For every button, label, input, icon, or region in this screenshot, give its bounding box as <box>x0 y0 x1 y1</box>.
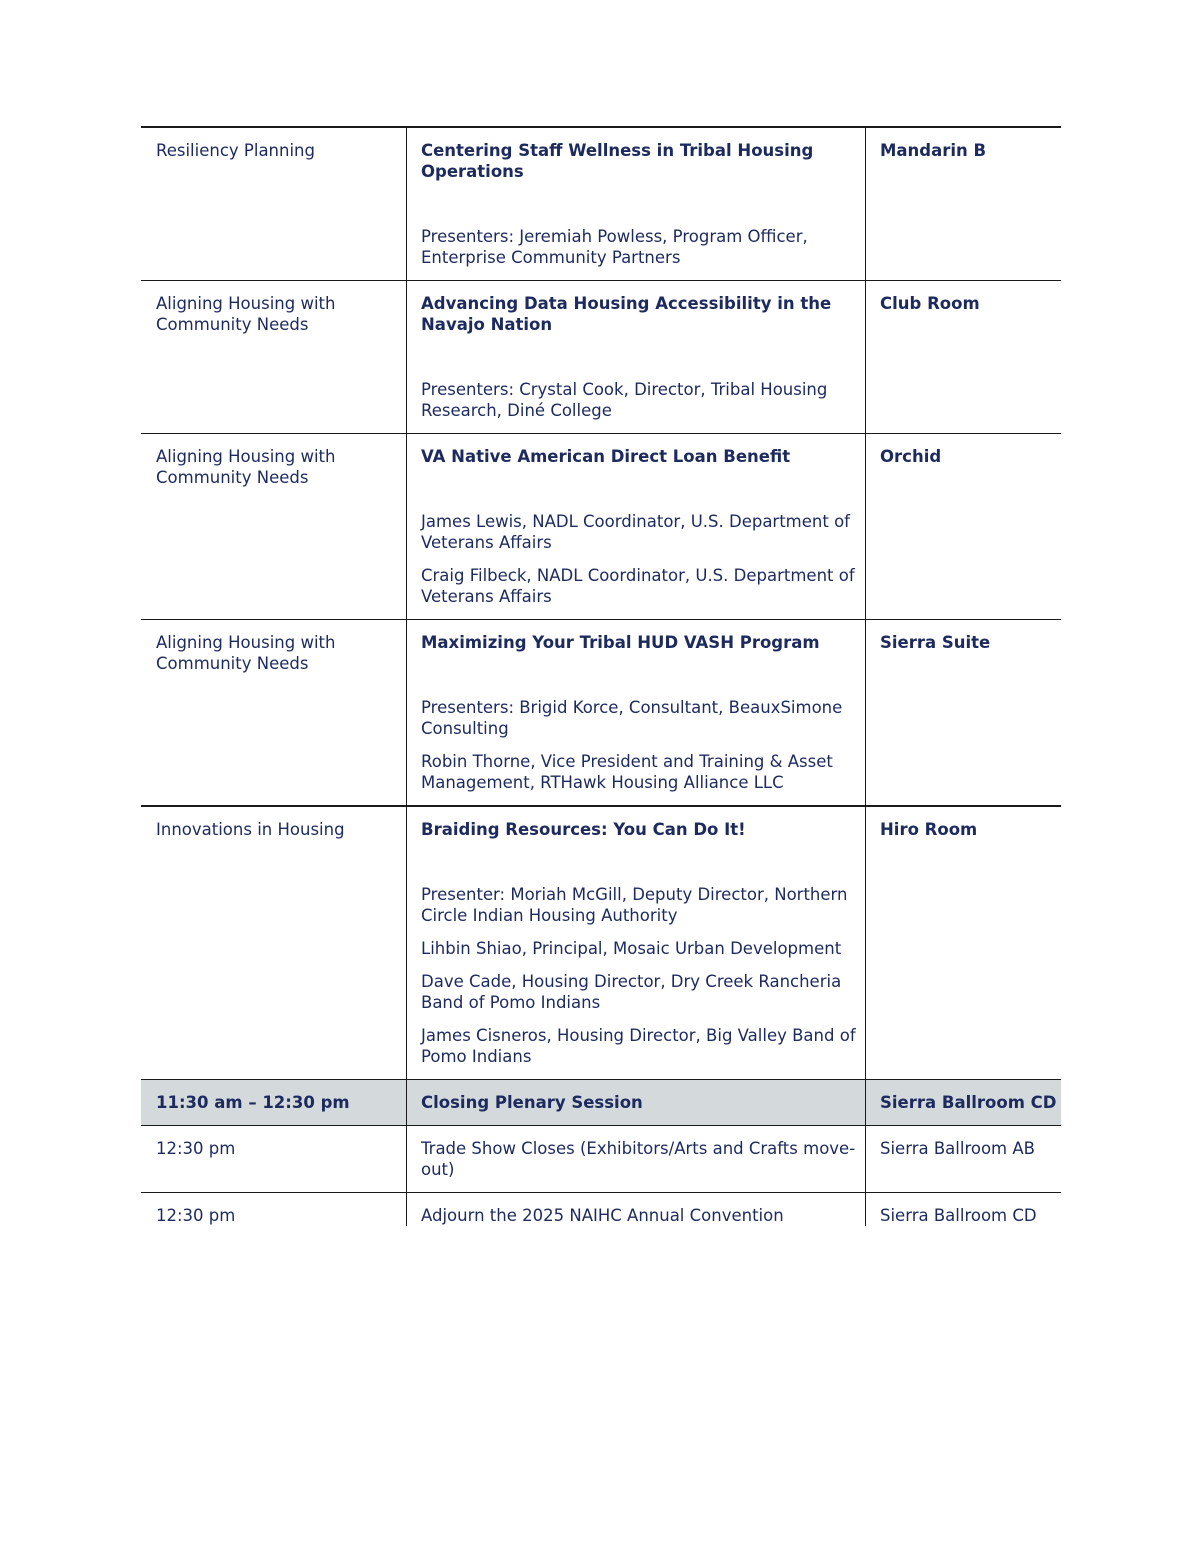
tradeshow-time: 12:30 pm <box>141 1126 407 1192</box>
session-details <box>407 807 866 1079</box>
session-title: Maximizing Your Tribal HUD VASH Program <box>421 633 820 652</box>
session-presenter: James Lewis, NADL Coordinator, U.S. Department of Veterans Affairs <box>421 512 850 552</box>
session-presenter: Lihbin Shiao, Principal, Mosaic Urban Development <box>421 939 842 958</box>
closing-plenary-row <box>141 1080 1061 1126</box>
session-row <box>141 281 1061 434</box>
session-title: Centering Staff Wellness in Tribal Housing Operations <box>421 141 814 181</box>
session-presenter: Presenter: Moriah McGill, Deputy Director, Northern Circle Indian Housing Authority <box>421 885 848 925</box>
session-presenter: Craig Filbeck, NADL Coordinator, U.S. Department of Veterans Affairs <box>421 566 855 606</box>
session-title: VA Native American Direct Loan Benefit <box>421 447 791 466</box>
session-track: Resiliency Planning <box>141 128 407 280</box>
session-details <box>407 620 866 805</box>
session-room: Hiro Room <box>880 820 978 839</box>
closing-title: Closing Plenary Session <box>407 1080 866 1125</box>
session-presenter: Dave Cade, Housing Director, Dry Creek Rancheria Band of Pomo Indians <box>421 972 842 1012</box>
session-track: Aligning Housing with Community Needs <box>141 434 407 619</box>
session-title: Advancing Data Housing Accessibility in the Navajo Nation <box>421 294 832 334</box>
adjourn-title: Adjourn the 2025 NAIHC Annual Convention <box>407 1193 866 1226</box>
adjourn-time: 12:30 pm <box>141 1193 407 1226</box>
tradeshow-room: Sierra Ballroom AB <box>880 1139 1035 1158</box>
session-row <box>141 807 1061 1080</box>
session-room: Orchid <box>880 447 942 466</box>
session-row <box>141 434 1061 620</box>
session-room: Mandarin B <box>880 141 987 160</box>
session-presenter: Presenters: Crystal Cook, Director, Tribal Housing Research, Diné College <box>421 380 828 420</box>
schedule-table <box>141 126 1061 1226</box>
session-track: Aligning Housing with Community Needs <box>141 281 407 433</box>
tradeshow-row <box>141 1126 1061 1193</box>
adjourn-row <box>141 1193 1061 1226</box>
session-track: Innovations in Housing <box>141 807 407 1079</box>
session-track: Aligning Housing with Community Needs <box>141 620 407 805</box>
session-row <box>141 620 1061 807</box>
tradeshow-title: Trade Show Closes (Exhibitors/Arts and Crafts move-out) <box>407 1126 866 1192</box>
session-title: Braiding Resources: You Can Do It! <box>421 820 746 839</box>
session-room: Sierra Suite <box>880 633 991 652</box>
adjourn-room: Sierra Ballroom CD <box>880 1206 1037 1225</box>
session-details <box>407 128 866 280</box>
session-presenter: Presenters: Brigid Korce, Consultant, BeauxSimone Consulting <box>421 698 843 738</box>
closing-time: 11:30 am – 12:30 pm <box>141 1080 407 1125</box>
session-row <box>141 128 1061 281</box>
session-room: Club Room <box>880 294 980 313</box>
session-details <box>407 434 866 619</box>
session-presenter: Robin Thorne, Vice President and Training & Asset Management, RTHawk Housing Alliance LLC <box>421 752 833 792</box>
session-details <box>407 281 866 433</box>
session-presenter: Presenters: Jeremiah Powless, Program Officer, Enterprise Community Partners <box>421 227 808 267</box>
closing-room: Sierra Ballroom CD <box>880 1093 1057 1112</box>
session-presenter: James Cisneros, Housing Director, Big Valley Band of Pomo Indians <box>421 1026 856 1066</box>
